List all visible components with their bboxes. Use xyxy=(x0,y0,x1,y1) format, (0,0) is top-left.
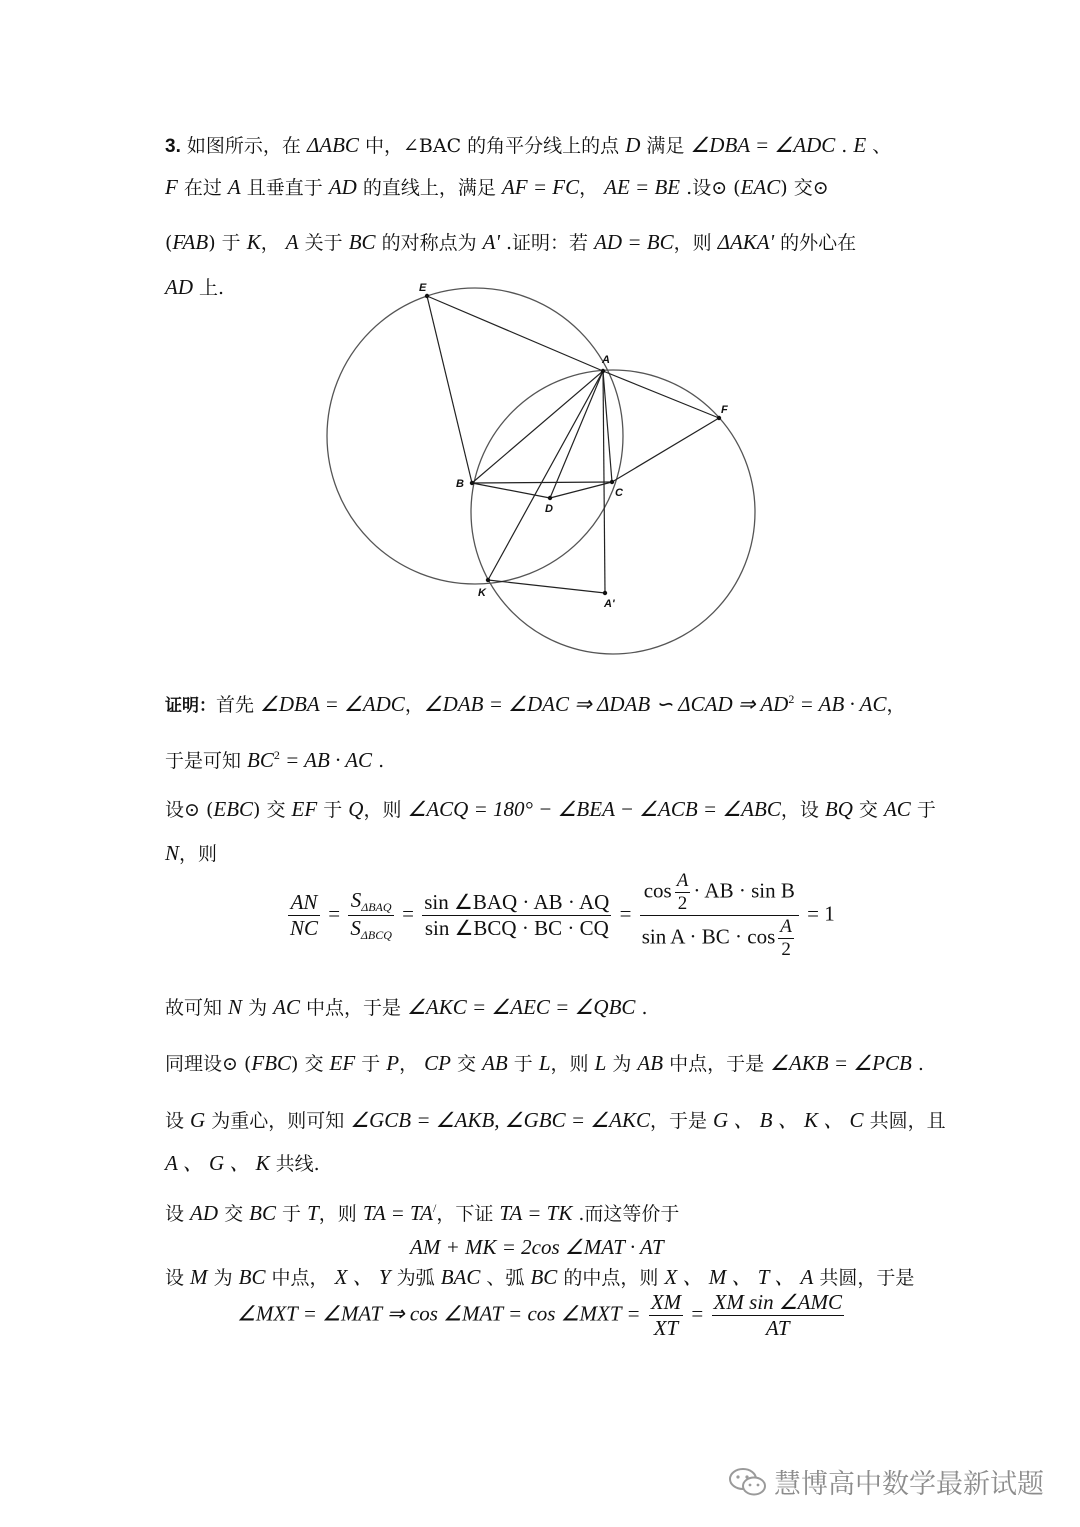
proof-line-7: 设 G 为重心，则可知 ∠GCB = ∠AKB, ∠GBC = ∠AKC，于是 G 、 B 、 K 、 C 共圆，且 xyxy=(165,1108,946,1132)
point-B xyxy=(470,481,474,485)
label-B: B xyxy=(456,478,464,490)
label-F: F xyxy=(721,404,728,416)
point-Ap xyxy=(603,591,607,595)
watermark-text: 慧博高中数学最新试题 xyxy=(774,1469,1044,1500)
proof-label: 证明： xyxy=(165,696,216,716)
proof-line-1: 证明：首先 ∠DBA = ∠ADC，∠DAB = ∠DAC ⇒ ΔDAB ∽ ΔCAD ⇒ $AD^2$ = AB · AC， xyxy=(165,692,906,716)
point-D xyxy=(548,496,552,500)
proof-line-10: 设 M 为 BC 中点， X 、 Y 为弧 BAC 、弧 BC 的中点，则 X 、 M 、 T 、 A 共圆，于是 xyxy=(165,1265,915,1289)
label-A: A xyxy=(602,354,610,366)
point-C xyxy=(610,480,614,484)
segment-AK xyxy=(488,371,603,580)
point-A xyxy=(601,369,605,373)
segment-FC xyxy=(612,418,719,482)
watermark xyxy=(728,1462,1044,1501)
problem-line-4: AD 上. xyxy=(165,275,225,299)
proof-line-8: A 、 G 、 K 共线. xyxy=(165,1151,320,1175)
circle-eac xyxy=(327,288,623,584)
label-D: D xyxy=(545,503,553,515)
label-A-prime: A' xyxy=(604,598,615,610)
point-F xyxy=(717,416,721,420)
equation-cos-mat: ∠MXT = ∠MAT ⇒ cos ∠MAT = cos ∠MXT = $\frac{XM}{XT}$ = $\frac{\text{XM sin ∠AMC}}{AT}$ xyxy=(237,1290,842,1340)
equation-am-mk: AM + MK = 2cos ∠MAT · AT xyxy=(410,1235,664,1259)
problem-line-1: 3. 如图所示，在 ΔABC 中，∠BAC 的角平分线上的点 D 满足 ∠DBA = ∠ADC . E 、 xyxy=(165,133,892,157)
proof-line-3: 设⊙ (EBC) 交 EF 于 Q，则 ∠ACQ = 180° − ∠BEA − ∠ACB = ∠ABC，设 BQ 交 AC 于 xyxy=(165,797,936,821)
proof-line-4: N，则 xyxy=(165,841,218,865)
circle-fab xyxy=(471,370,755,654)
segment-AD xyxy=(550,371,603,498)
segment-AB xyxy=(472,371,603,483)
problem-line-3: (FAB) 于 K， A 关于 BC 的对称点为 A' .证明：若 AD = BC，则 ΔAKA' 的外心在 xyxy=(165,230,857,254)
wechat-icon xyxy=(728,1466,768,1498)
point-E xyxy=(425,294,429,298)
segment-EA xyxy=(427,296,603,371)
point-K xyxy=(486,578,490,582)
label-K: K xyxy=(478,587,486,599)
problem-line-2: F 在过 A 且垂直于 AD 的直线上，满足 AF = FC， AE = BE .设⊙ (EAC) 交⊙ xyxy=(165,175,829,199)
proof-line-6: 同理设⊙ (FBC) 交 EF 于 P， CP 交 AB 于 L，则 L 为 AB 中点，于是 ∠AKB = ∠PCB . xyxy=(165,1051,924,1075)
proof-line-2: 于是可知 $BC^2$ = AB · AC . xyxy=(165,748,385,772)
segment-EB xyxy=(427,296,472,483)
label-E: E xyxy=(419,282,427,294)
segment-KAp xyxy=(488,580,605,593)
segment-DC xyxy=(550,482,612,498)
proof-line-5: 故可知 N 为 AC 中点，于是 ∠AKC = ∠AEC = ∠QBC . xyxy=(165,995,648,1019)
geometry-figure xyxy=(320,276,760,661)
segment-BD xyxy=(472,483,550,498)
proof-line-9: 设 AD 交 BC 于 T，则 TA = TA/，下证 TA = TK .而这等价于 xyxy=(165,1201,680,1225)
label-C: C xyxy=(615,487,623,499)
equation-ratio: $\frac{AN}{NC}$ = $\frac{S_{\Delta BAQ}}{S_{\Delta BCQ}}$ = $\frac{\text{sin ∠BAQ · AB · AQ}}{\text{sin ∠BCQ · BC · CQ}}$ = cos $\frac{A}{2}$ · AB · sin B sin A · BC · cos $\frac{A}{2}$ = 1 xyxy=(290,870,835,960)
problem-number: 3. xyxy=(165,136,181,157)
